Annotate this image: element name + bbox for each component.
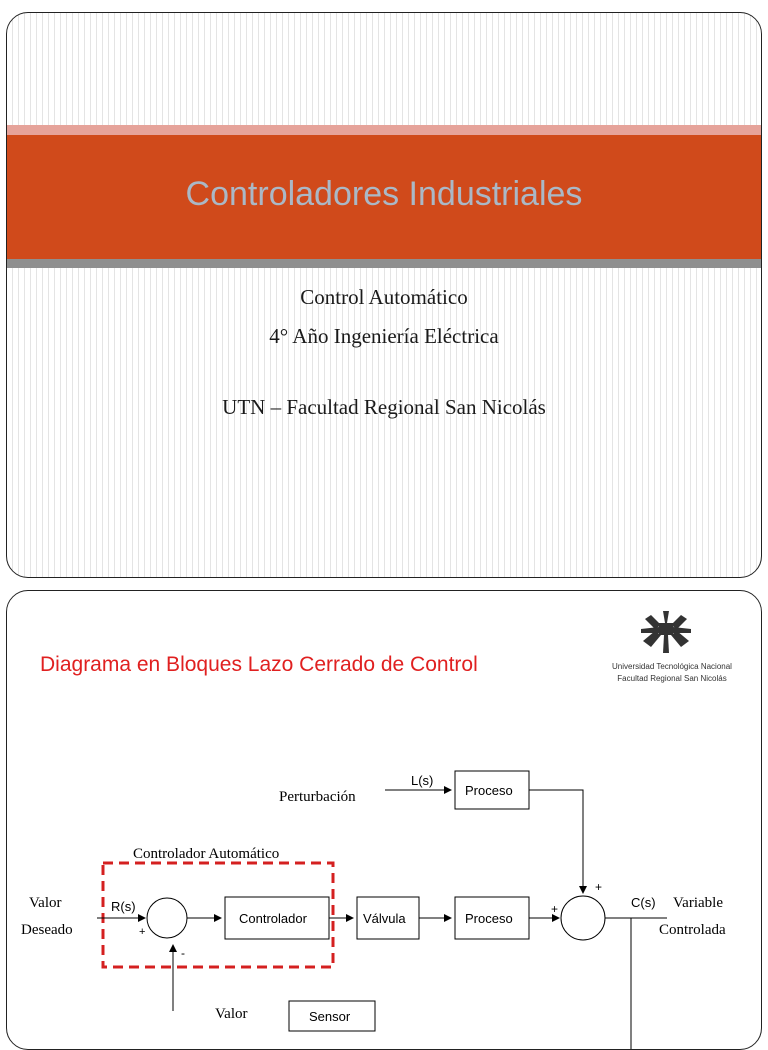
process-top-label: Proceso [465, 783, 513, 798]
ls-label: L(s) [411, 773, 434, 788]
plus-mid-label: + [551, 902, 559, 916]
measured-value-label: Valor [215, 1006, 248, 1022]
university-name: Universidad Tecnológica Nacional [612, 662, 732, 671]
automatic-controller-label: Controlador Automático [133, 846, 280, 862]
course-year: 4° Año Ingeniería Eléctrica [269, 324, 499, 348]
title-slide [6, 12, 762, 578]
desired-value-label-2: Deseado [21, 922, 73, 938]
diagram-slide [6, 590, 762, 1050]
slide-title: Controladores Industriales [185, 174, 583, 213]
desired-value-label-1: Valor [29, 895, 62, 911]
summing-junction-1 [147, 898, 187, 938]
plus-left-label: + [139, 926, 146, 938]
institution: UTN – Facultad Regional San Nicolás [222, 395, 546, 419]
title-band-bottom [7, 259, 761, 268]
sensor-label: Sensor [309, 1009, 351, 1024]
cs-label: C(s) [631, 895, 656, 910]
summing-junction-2 [561, 896, 605, 940]
process-main-label: Proceso [465, 911, 513, 926]
controller-label: Controlador [239, 911, 307, 926]
faculty-name: Facultad Regional San Nicolás [617, 674, 727, 683]
disturbance-label: Perturbación [279, 789, 356, 805]
valve-label: Válvula [363, 911, 406, 926]
plus-top-label: + [595, 880, 603, 894]
rs-label: R(s) [111, 899, 136, 914]
minus-label: - [181, 946, 185, 960]
diagram-title: Diagrama en Bloques Lazo Cerrado de Control [40, 653, 478, 676]
block-diagram [7, 591, 762, 1050]
title-band [7, 135, 761, 259]
disturbance-to-sum-arrow [529, 790, 583, 893]
controlled-variable-label-2: Controlada [659, 922, 726, 938]
title-band-top [7, 125, 761, 135]
course-name: Control Automático [300, 285, 468, 309]
controlled-variable-label-1: Variable [673, 895, 723, 911]
